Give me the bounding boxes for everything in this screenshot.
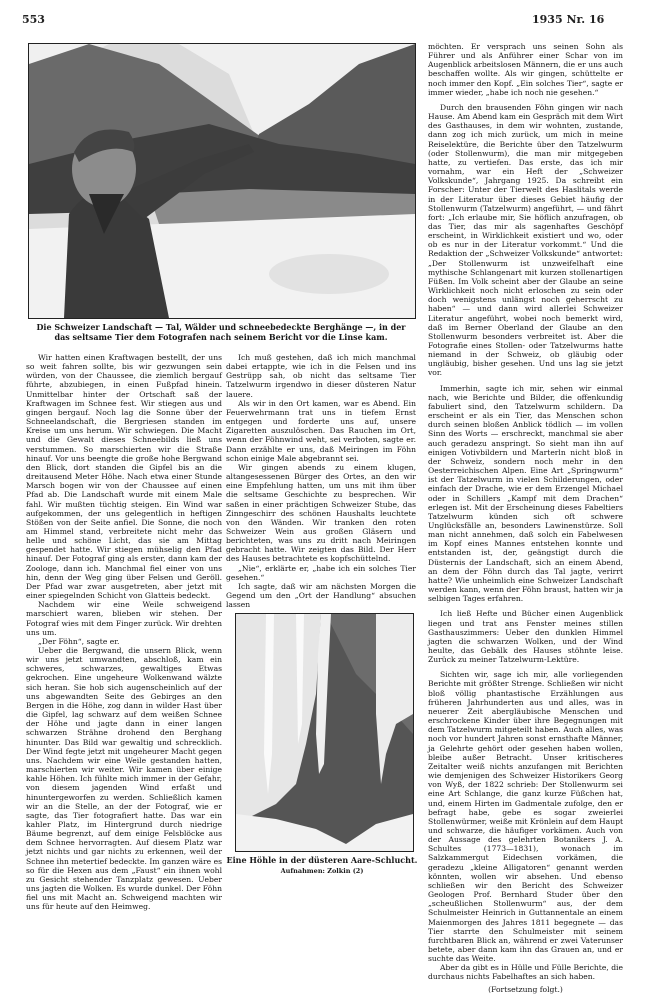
paragraph: Ich muß gestehen, daß ich mich manchmal dabei ertappte, wie ich in die Felsen und ins Gestrüpp sah, ob nicht das seltsame Tier Tatzelwurm irgendwo in dieser düsteren Natur lauere. xyxy=(226,353,416,399)
article-column-right xyxy=(428,42,623,994)
issue-label: 1935 Nr. 16 xyxy=(532,13,605,26)
paragraph: Sichten wir, sage ich mir, alle vorliegenden Berichte mit größter Strenge. Schließen wir nicht bloß völlig phantastische Erzählungen aus früheren Jahrhunderten aus und alles, was in neuerer Zeit abergläubische Menschen und erschrockene Kinder über ihre Begegnungen mit dem Tatzelwurm mitgeteilt haben. Auch alles, was noch vor hundert Jahren sonst ernsthafte Männer, ja Gelehrte gehört oder gesehen haben wollen, bleibe außer Betracht. Unser kritischeres Zeitalter weiß nichts anzufangen mit Berichten wie demjenigen des Schweizer Historikers Georg von Wyß, der 1822 schrieb: Der Stollenwurm sei eine Art Schlange, die ganz kurze Füßchen hat, und, einem Hirten im Gadmentale zufolge, den er befragt habe, gebe es sogar zweierlei Stollenwürmer, weiße mit Krönlein auf dem Haupt und schwarze, die häufiger vorkämen. Auch von der Aussage des gelehrten Botanikers J. A. Schultes (1773—1831), wonach im Salzkammergut Eidechsen vorkämen, die geradezu „kleine Alligatoren“ genannt werden könnten, wollen wir absehen. Und ebenso schließen wir den Bericht des Schweizer Geologen Prof. Bernhard Studer über den „scheußlichen Stollenwurm“ aus, der dem Schulmeister Heinrich in Guttannentale an einem Maienmorgen des Jahres 1811 begegnete — das Tier starrte den Schulmeister mit seinem furchtbaren Blick an, während er zwei Vaterunser betete, aber dann kam ihn das Grauen an, und er suchte das Weite. xyxy=(428,670,623,964)
paragraph: Durch den brausenden Föhn gingen wir nach Hause. Am Abend kam ein Gespräch mit dem Wirt des Gasthauses, in dem wir wohnten, zustande, dann zog ich mich zurück, um mich in meine Reiselektüre, die Berichte über den Tatzelwurm (oder Stollenwurm), die man mir mitgegeben hatte, zu vertiefen. Das erste, das ich mir vornahm, war ein Heft der „Schweizer Volkskunde“, Jahrgang 1925. Da schreibt ein Forscher: Unter der Tierwelt des Haslitals werde in der Literatur über dieses Gebiet häufig der Stollenwurm (Tatzelwurm) angeführt, — und fährt fort: „Ich erlaube mir, Sie höflich anzufragen, ob das Tier, das mir als sagenhaftes Geschöpf erscheint, in Wirklichkeit existiert und wo, oder ob es nur in der Literatur vorkommt.“ Und die Redaktion der „Schweizer Volkskunde“ antwortet: „Der Stollenwurm ist unzweifelhaft eine mythische Schlangenart mit kurzen stollenartigen Füßen. Im Volk scheint aber der Glaube an seine Wirklichkeit noch nicht erloschen zu sein oder doch wenigstens unlängst noch geherrscht zu haben“ — und dann wird allerlei Schweizer Literatur angeführt, wobei noch bemerkt wird, daß im Berner Oberland der Glaube an den Stollenwurm besonders verbreitet ist. Aber die Fotografie eines Stollen- oder Tatzelwurms hatte niemand in der Schweiz, ob gläubig oder ungläubig, bisher gesehen. Und uns lag sie jetzt vor. xyxy=(428,102,623,378)
paragraph: Wir gingen abends zu einem klugen, altangesessenen Bürger des Ortes, an den wir eine Empfehlung hatten, um uns mit ihm über die seltsame Geschichte zu besprechen. Wir saßen in einer prächtigen Schweizer Stube, das Zinngeschirr des schönen Haushalts leuchtete von den Wänden. Wir tranken den roten Schweizer Wein aus großen Gläsern und berichteten, was uns zu dritt nach Meiringen gebracht hatte. Wir zeigten das Bild. Der Herr des Hauses betrachtete es kopfschüttelnd. xyxy=(226,462,416,564)
paragraph: Ich ließ Hefte und Bücher einen Augenblick liegen und trat ans Fenster meines stillen Gasthauszimmers: Ueber den dunklen Himmel jagten die schwarzen Wolken, und der Wind heulte, das Gebälk des Hauses stöhnte leise. Zurück zu meiner Tatzelwurm-Lektüre. xyxy=(428,609,623,665)
paragraph: Wir hatten einen Kraftwagen bestellt, der uns so weit fahren sollte, bis wir gezwungen sein würden, von der Chaussee, die ziemlich bergauf führte, abzubiegen, in einen Fußpfad hinein. Unmittelbar hinter der Ortschaft saß der Kraftwagen im Schnee fest. Wir stiegen aus und gingen bergauf. Noch lag die Sonne über der Schneelandschaft, die Bergriesen standen im Kreise um uns herum. Wir schwiegen. Die Macht und die Gewalt dieses Schneebilds ließ uns verstummen. So marschierten wir die Straße hinauf. Vor uns beengte die große hohe Bergwand den Blick, dort standen die Gipfel bis an die dreitausend Meter Höhe. Nach etwa einer Stunde Marsch bogen wir von der Chaussee auf einen Pfad ab. Die Landschaft wurde mit einem Male fahl. Wir mußten tüchtig steigen. Ein Wind war aufgekommen, der uns gelegentlich in heftigen Stößen von der Seite anfiel. Die Sonne, die noch am Himmel stand, verbreitete nicht mehr das helle und schöne Licht, das sie am Mittag gespendet hatte. Wir stiegen mühselig den Pfad hinauf. Der Fotograf ging als erster, dann kam der Zoologe, dann ich. Manchmal fiel einer von uns hin, denn der Weg ging über Felsen und Geröll. Der Pfad war zwar ausgetreten, aber jetzt mit einer spiegelnden Schicht von Glatteis bedeckt. xyxy=(26,353,222,601)
paragraph: Immerhin, sagte ich mir, sehen wir einmal nach, wie Berichte und Bilder, die offenkundig fabuliert sind, den Tatzelwurm schildern. Da erscheint er als ein Tier, das Menschen schon durch seinen bloßen Anblick tödlich — im vollen Sinn des Worts — erschreckt, manchmal sie aber auch geradezu anspringt. So sieht man ihn auf einigen Votivbildern und Marterln nicht bloß in der Schweiz, sondern noch mehr in den Oesterreichischen Alpen. Eine Art „Springwurm“ ist der Tatzelwurm in vielen Schilderungen, oder einfach der Drache, wie er dem Erzengel Michael oder in Schillers „Kampf mit dem Drachen“ erlegen ist. Mit der Erscheinung dieses Fabeltiers Tatzelwurm künden sich oft schwere Unglücksfälle an, besonders Lawinenstürze. Soll man nicht annehmen, daß solch ein Fabelwesen im Kopf eines Mannes entstehen konnte und entstanden ist, der, geängstigt durch die Düsternis der Landschaft, sich an einem Abend, an dem der Föhn durch das Tal jagte, verirrt hatte? Wie unheimlich eine Schweizer Landschaft werden kann, wenn der Föhn braust, hatten wir ja selbigen Tages erfahren. xyxy=(428,383,623,604)
cave-photo xyxy=(235,613,414,852)
paragraph: Ich sagte, daß wir am nächsten Morgen die Gegend um den „Ort der Handlung“ absuchen lassen xyxy=(226,581,416,610)
article-column-left xyxy=(26,353,222,912)
paragraph: Als wir in den Ort kamen, war es Abend. Ein Feuerwehrmann trat uns in tiefem Ernst entgegen und forderte uns auf, unsere Zigaretten auszulöschen. Das Rauchen im Ort, wenn der Föhnwind weht, sei verboten, sagte er. Dann erzählte er uns, daß Meiringen im Föhn schon einige Male abgebrannt sei. xyxy=(226,398,416,463)
landscape-photo-icon xyxy=(29,44,415,318)
cave-photo-caption: Eine Höhle in der düsteren Aare-Schlucht. xyxy=(226,855,418,865)
paragraph: Aber da gibt es in Hülle und Fülle Berichte, die durchaus nichts Fabelhaftes an sich haben. xyxy=(428,963,623,982)
page-number: 553 xyxy=(22,13,45,26)
top-photo-caption: Die Schweizer Landschaft — Tal, Wälder und schneebedeckte Berghänge —, in der das seltsame Tier dem Fotografen nach seinem Bericht vor die Linse kam. xyxy=(36,322,406,342)
cave-photo-icon xyxy=(236,614,413,851)
paragraph: möchten. Er versprach uns seinen Sohn als Führer und als Anführer einer Schar von im Augenblick arbeitslosen Männern, die er uns auch beschaffen wollte. Als wir gingen, schüttelte er noch immer den Kopf. „Ein solches Tier“, sagte er immer wieder, „habe ich noch nie gesehen.“ xyxy=(428,42,623,97)
article-column-middle xyxy=(226,353,416,609)
paragraph: Ueber die Bergwand, die unsern Blick, wenn wir uns jetzt umwandten, abschloß, kam ein schweres, schwarzes, gewaltiges Etwas gekrochen. Eine ungeheure Wolkenwand wälzte sich heran. Sie hob sich augenscheinlich auf der uns abgewandten Seite des Gebirges an den Bergen in die Höhe, zog dann in wilder Hast über die Gipfel, lag schwarz auf dem weißen Schnee der Höhe und jagte dann in einer langen schwarzen Strähne drohend den Berghang hinunter. Das Bild war gewaltig und schrecklich. Der Wind fegte jetzt mit ungeheurer Macht gegen uns. Nachdem wir eine Weile gestanden hatten, marschierten wir weiter. Wir kamen über einige kahle Höhen. Ich fühlte mich immer in der Gefahr, von diesem jagenden Wind erfaßt und hinuntergeworfen zu werden. Schließlich kamen wir an die Stelle, an der der Fotograf, wie er sagte, das Tier fotografiert hatte. Das war ein kahler Platz, im Hintergrund durch niedrige Bäume begrenzt, auf dem einige Felsblöcke aus dem Schnee hervorragten. Auf diesem Platz war jetzt nichts und gar nichts zu erkennen, weil der Schnee ihn metertief bedeckte. Im ganzen wäre es so für die Hexen aus dem „Faust“ ein ihnen wohl zu Gesicht stehender Tanzplatz gewesen. Ueber uns jagten die Wolken. Es wurde dunkel. Der Föhn fiel uns mit Macht an. Schweigend machten wir uns für heute auf den Heimweg. xyxy=(26,646,222,912)
paragraph: „Nie“, erklärte er, „habe ich ein solches Tier gesehen.“ xyxy=(226,563,416,582)
paragraph: Nachdem wir eine Weile schweigend marschiert waren, blieben wir stehen. Der Fotograf wies mit dem Finger zurück. Wir drehten uns um. xyxy=(26,600,222,637)
paragraph: „Der Föhn“, sagte er. xyxy=(38,636,120,646)
mountain-landscape-photo xyxy=(28,43,416,319)
photo-credit: Aufnahmen: Zolkin (2) xyxy=(280,867,364,875)
continuation-note: (Fortsetzung folgt.) xyxy=(488,984,563,994)
